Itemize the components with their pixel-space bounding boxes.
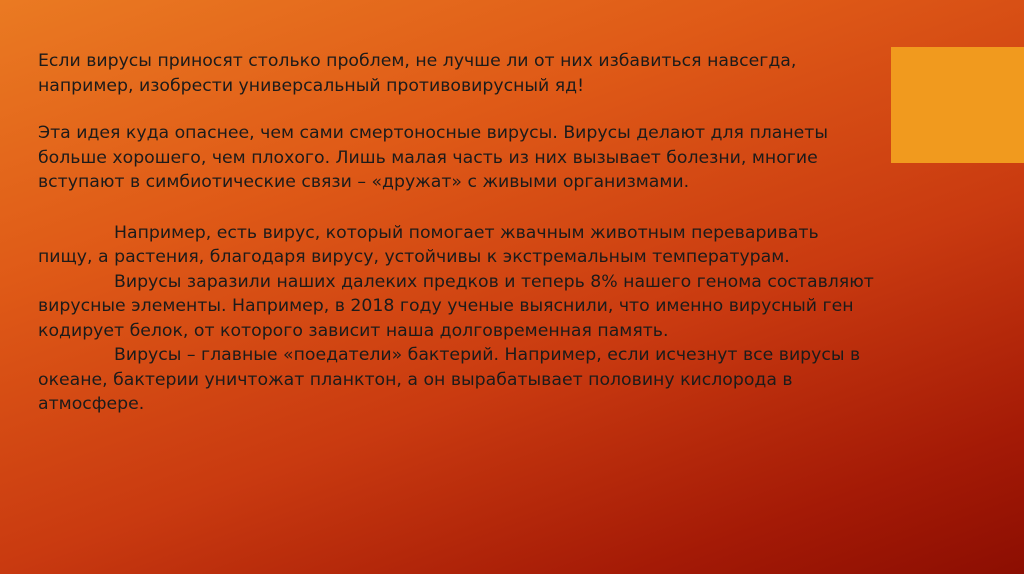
accent-block xyxy=(891,47,1024,163)
paragraph-example-bacteria: Вирусы – главные «поедатели» бактерий. Например, если исчезнут все вирусы в океане, бактерии уничтожат планктон, а он вырабатывает половину кислорода в атмосфере. xyxy=(38,345,861,414)
slide-text xyxy=(38,49,878,417)
paragraph-intro: Если вирусы приносят столько проблем, не лучше ли от них избавиться навсегда, например, изобрести универсальный противовирусный яд! xyxy=(38,51,797,96)
paragraph-example-genome: Вирусы заразили наших далеких предков и теперь 8% нашего генома составляют вирусные элементы. Например, в 2018 году ученые выяснили, что именно вирусный ген кодирует белок, от которого зависит наша долговременная память. xyxy=(38,271,874,341)
paragraph-example-digestion: Например, есть вирус, который помогает жвачным животным переваривать пищу, а растения, благодаря вирусу, устойчивы к экстремальным температурам. xyxy=(38,222,819,267)
paragraph-danger: Эта идея куда опаснее, чем сами смертоносные вирусы. Вирусы делают для планеты больше хорошего, чем плохого. Лишь малая часть из них вызывает болезни, многие вступают в симбиотические связи – «дружат» с живыми организмами. xyxy=(38,123,829,192)
